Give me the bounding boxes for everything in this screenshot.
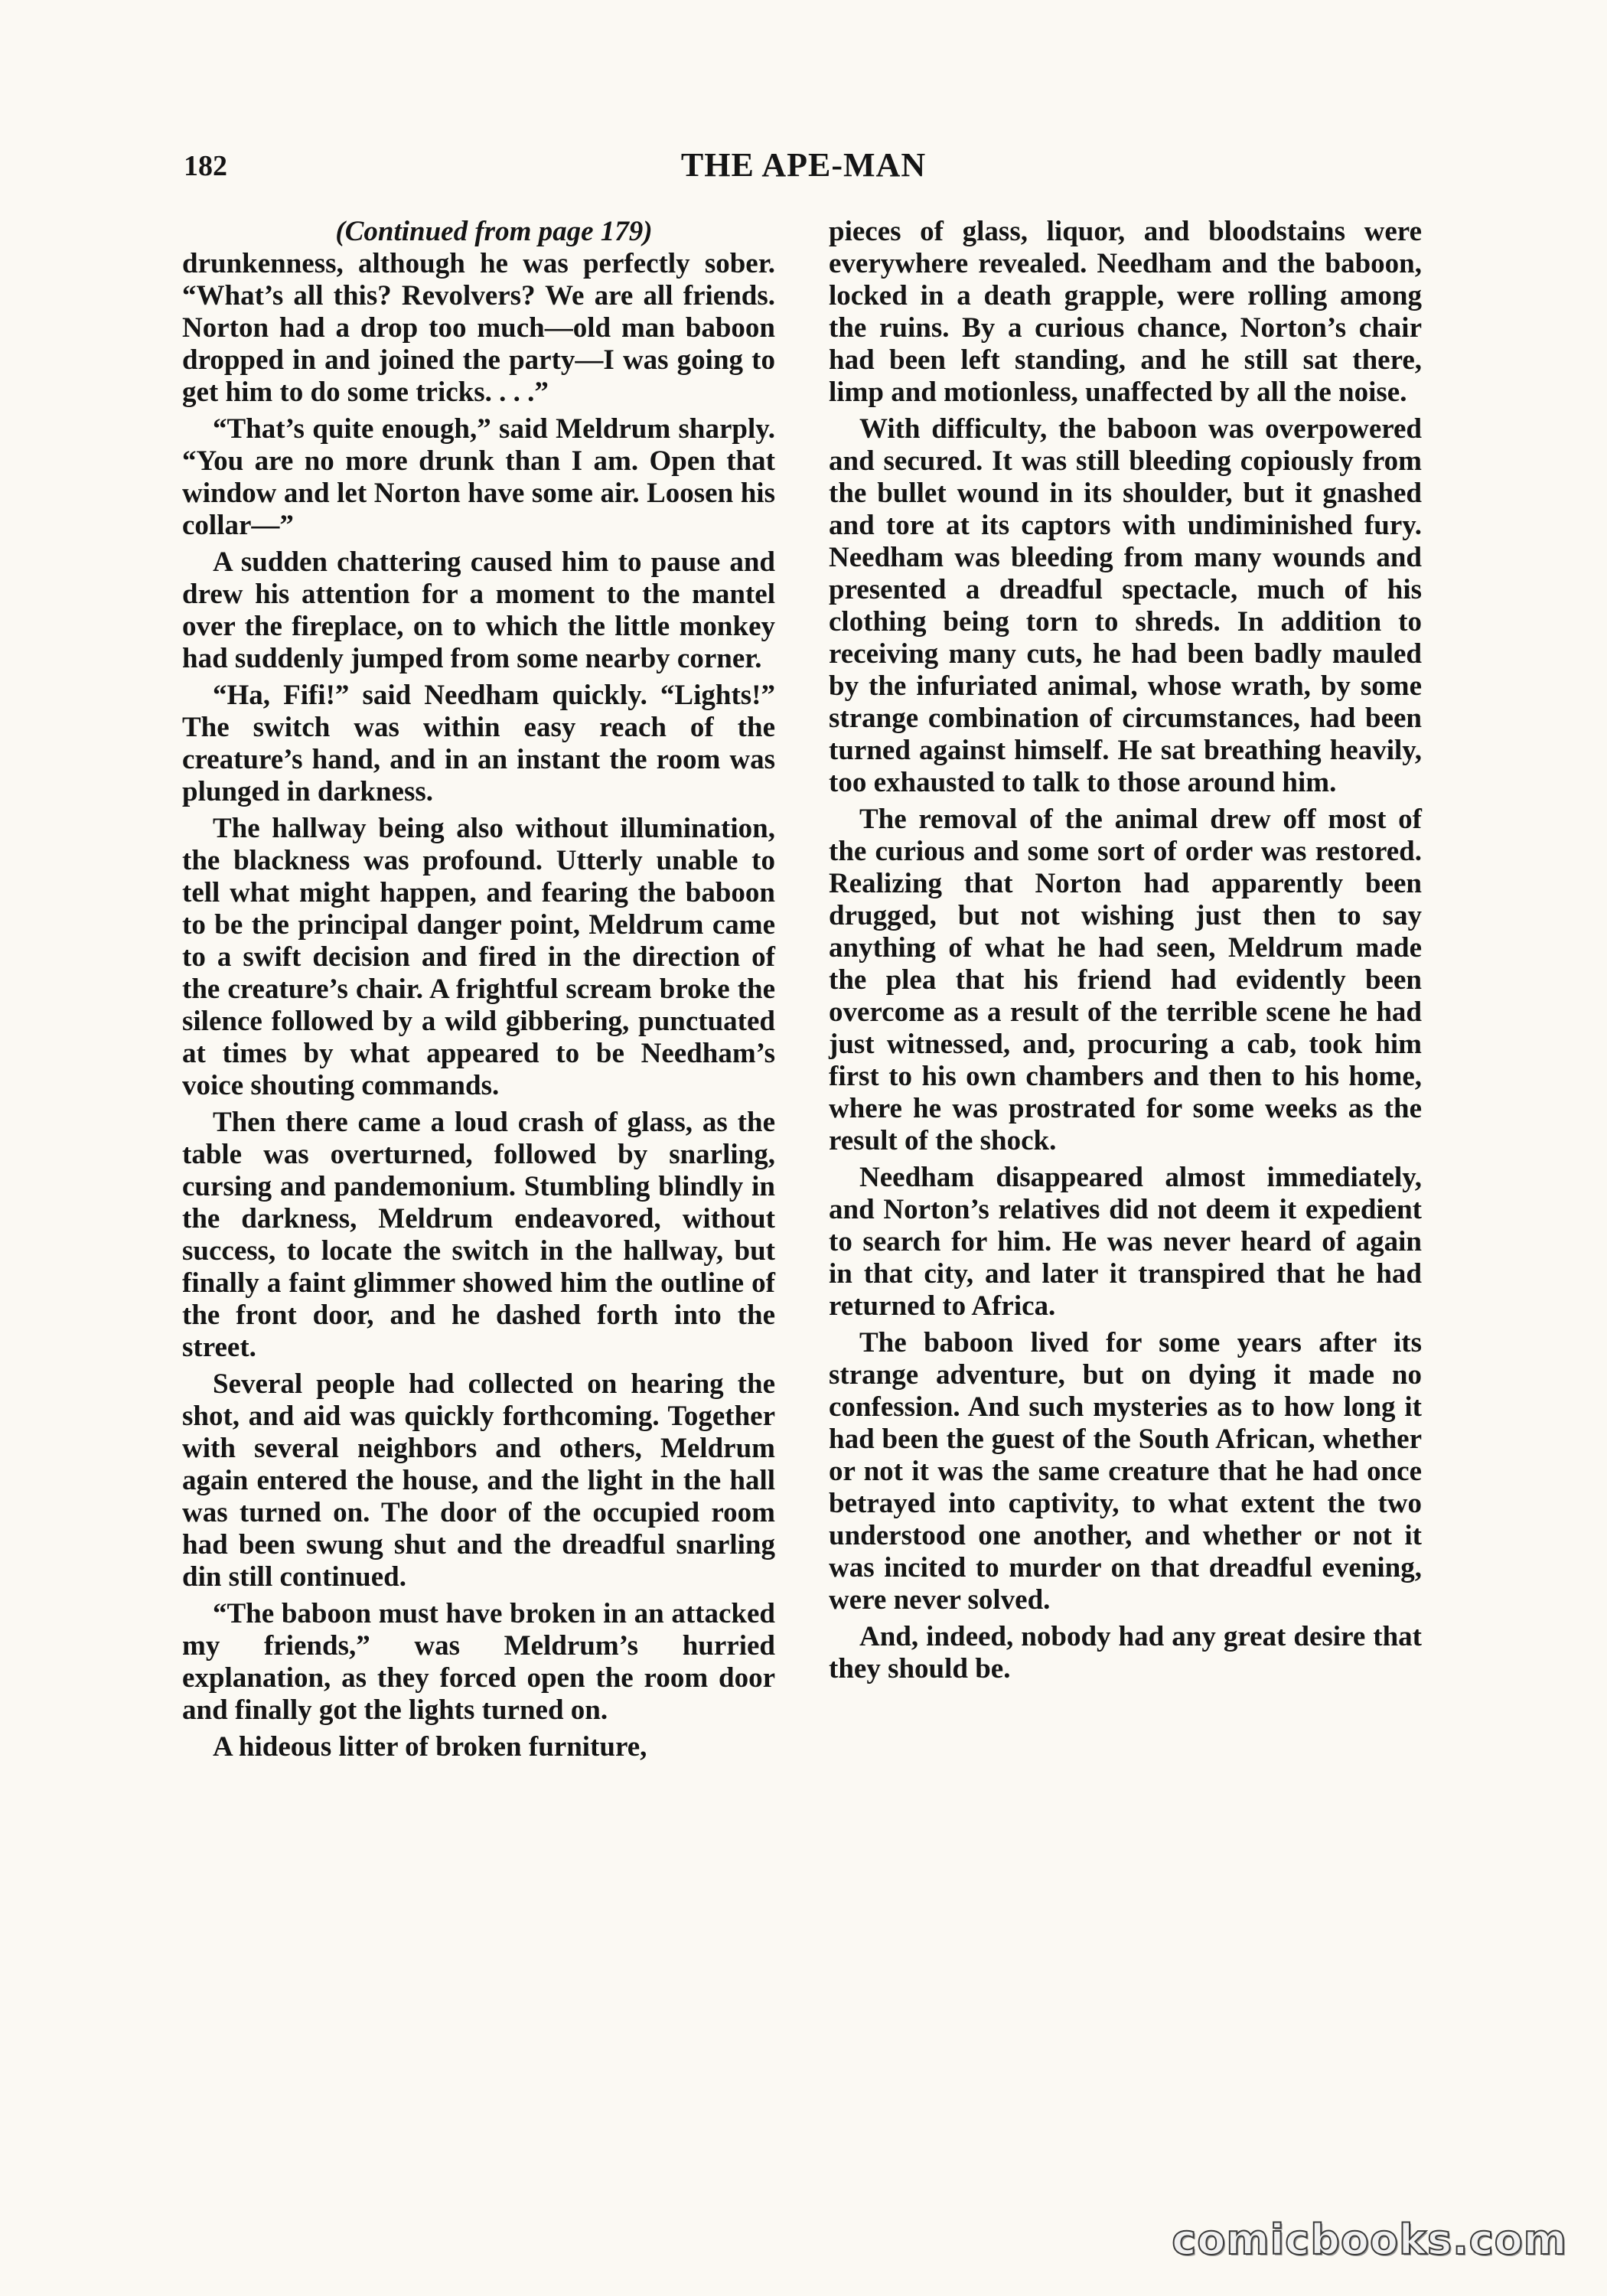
left-column bbox=[182, 216, 775, 2053]
paragraph: Needham disappeared almost immediately, and Norton’s relatives did not deem it expedient to search for him. He was never heard of again in that city, and later it transpired that he had returned to Africa. bbox=[829, 1162, 1422, 1322]
paragraph: “The baboon must have broken in an attacked my friends,” was Meldrum’s hurried explanation, as they forced open the room door and finally got the lights turned on. bbox=[182, 1598, 775, 1726]
continued-note: (Continued from page 179) bbox=[335, 216, 653, 247]
paragraph: The baboon lived for some years after its strange adventure, but on dying it made no confession. And such mysteries as to how long it had been the guest of the South African, whether or not it was the same creature that he had once betrayed into captivity, to what extent the two understood one another, and whether or not it was incited to murder on that dreadful evening, were never solved. bbox=[829, 1327, 1422, 1616]
paragraph: drunkenness, although he was perfectly sober. “What’s all this? Revolvers? We are all friends. Norton had a drop too much—old man baboon dropped in and joined the party—I was going to get him to do some tricks. . . .” bbox=[182, 248, 775, 408]
paragraph: With difficulty, the baboon was overpowered and secured. It was still bleeding copiously from the bullet wound in its shoulder, but it gnashed and tore at its captors with undiminished fury. Needham was bleeding from many wounds and presented a dreadful spectacle, much of his clothing being torn to shreds. In addition to receiving many cuts, he had been badly mauled by the infuriated animal, whose wrath, by some strange combination of circumstances, had been turned against himself. He sat breathing heavily, too exhausted to talk to those around him. bbox=[829, 413, 1422, 798]
paragraph: “That’s quite enough,” said Meldrum sharply. “You are no more drunk than I am. Open that window and let Norton have some air. Loosen his collar—” bbox=[182, 413, 775, 541]
right-column bbox=[829, 216, 1422, 2053]
paragraph: The hallway being also without illumination, the blackness was profound. Utterly unable to tell what might happen, and fearing the baboon to be the principal danger point, Meldrum came to a swift decision and fired in the direction of the creature’s chair. A frightful scream broke the silence followed by a wild gibbering, punctuated at times by what appeared to be Needham’s voice shouting commands. bbox=[182, 813, 775, 1101]
page-number: 182 bbox=[184, 150, 227, 182]
paragraph: And, indeed, nobody had any great desire that they should be. bbox=[829, 1621, 1422, 1684]
paragraph: Then there came a loud crash of glass, as the table was overturned, followed by snarling, cursing and pandemonium. Stumbling blindly in the darkness, Meldrum endeavored, without success, to locate the switch in the hallway, but finally a faint glimmer showed him the outline of the front door, and he dashed forth into the street. bbox=[182, 1107, 775, 1363]
paragraph: The removal of the animal drew off most of the curious and some sort of order was restored. Realizing that Norton had apparently been drugged, but not wishing just then to say anything of what he had seen, Meldrum made the plea that his friend had evidently been overcome as a result of the terrible scene he had just witnessed, and, procuring a cab, took him first to his own chambers and then to his home, where he was prostrated for some weeks as the result of the shock. bbox=[829, 804, 1422, 1156]
paragraph: Several people had collected on hearing the shot, and aid was quickly forthcoming. Together with several neighbors and others, Meldrum again entered the house, and the light in the hall was turned on. The door of the occupied room had been swung shut and the dreadful snarling din still continued. bbox=[182, 1368, 775, 1593]
paragraph: A sudden chattering caused him to pause and drew his attention for a moment to the mantel over the fireplace, on to which the little monkey had suddenly jumped from some nearby corner. bbox=[182, 546, 775, 674]
paragraph: pieces of glass, liquor, and bloodstains were everywhere revealed. Needham and the baboon, locked in a death grapple, were rolling among the ruins. By a curious chance, Norton’s chair had been left standing, and he still sat there, limp and motionless, unaffected by all the noise. bbox=[829, 216, 1422, 408]
watermark: comicbooks.com bbox=[1172, 2216, 1567, 2264]
running-title: THE APE-MAN bbox=[680, 146, 927, 184]
text-columns bbox=[182, 216, 1422, 2053]
paragraph: “Ha, Fifi!” said Needham quickly. “Lights!” The switch was within easy reach of the creature’s hand, and in an instant the room was plunged in darkness. bbox=[182, 680, 775, 807]
paragraph: A hideous litter of broken furniture, bbox=[213, 1731, 647, 1763]
